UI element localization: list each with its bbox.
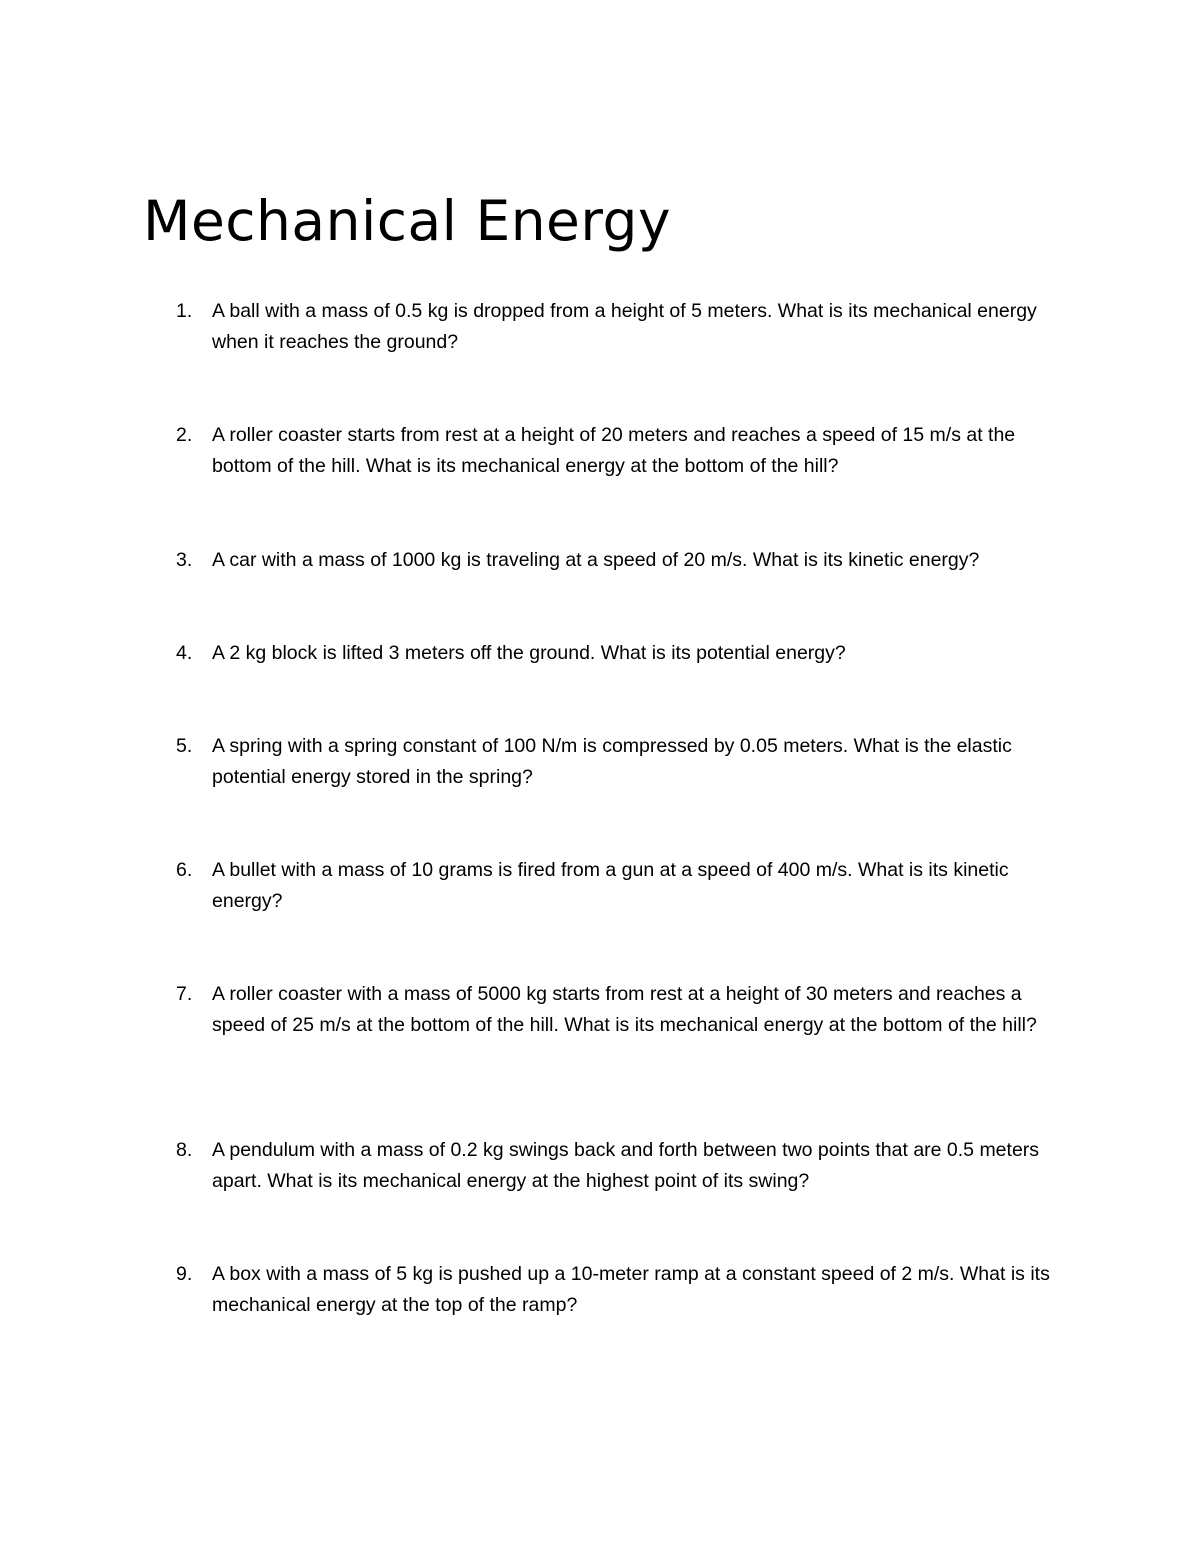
question-item-5 (176, 731, 1056, 793)
question-number: 4. (176, 642, 193, 664)
question-item-1 (176, 296, 1056, 358)
question-number: 1. (176, 300, 193, 322)
question-text: A car with a mass of 1000 kg is traveling at a speed of 20 m/s. What is its kinetic energy? (212, 549, 980, 571)
question-number: 6. (176, 859, 193, 881)
question-item-3 (176, 545, 1056, 576)
question-number: 8. (176, 1139, 193, 1161)
question-text: A 2 kg block is lifted 3 meters off the ground. What is its potential energy? (212, 642, 846, 664)
question-number: 2. (176, 424, 193, 446)
question-number: 5. (176, 735, 193, 757)
question-text: A roller coaster with a mass of 5000 kg starts from rest at a height of 30 meters and reaches a speed of 25 m/s at the bottom of the hill. What is its mechanical energy at the bottom of the hill? (212, 983, 1037, 1036)
question-text: A spring with a spring constant of 100 N/m is compressed by 0.05 meters. What is the elastic potential energy stored in the spring? (212, 735, 1012, 788)
question-text: A bullet with a mass of 10 grams is fired from a gun at a speed of 400 m/s. What is its kinetic energy? (212, 859, 1009, 912)
question-item-4 (176, 638, 1056, 669)
question-item-6 (176, 855, 1056, 917)
question-text: A box with a mass of 5 kg is pushed up a 10-meter ramp at a constant speed of 2 m/s. What is its mechanical energy at the top of the ramp? (212, 1263, 1050, 1316)
question-item-8 (176, 1135, 1056, 1197)
document-title: Mechanical Energy (143, 189, 671, 253)
question-text: A roller coaster starts from rest at a height of 20 meters and reaches a speed of 15 m/s at the bottom of the hill. What is its mechanical energy at the bottom of the hill? (212, 424, 1016, 477)
question-text: A ball with a mass of 0.5 kg is dropped from a height of 5 meters. What is its mechanical energy when it reaches the ground? (212, 300, 1037, 353)
question-text: A pendulum with a mass of 0.2 kg swings back and forth between two points that are 0.5 meters apart. What is its mechanical energy at the highest point of its swing? (212, 1139, 1040, 1192)
question-item-2 (176, 420, 1056, 482)
question-number: 9. (176, 1263, 193, 1285)
question-item-9 (176, 1259, 1056, 1321)
question-number: 7. (176, 983, 193, 1005)
question-item-7 (176, 979, 1056, 1041)
question-number: 3. (176, 549, 193, 571)
